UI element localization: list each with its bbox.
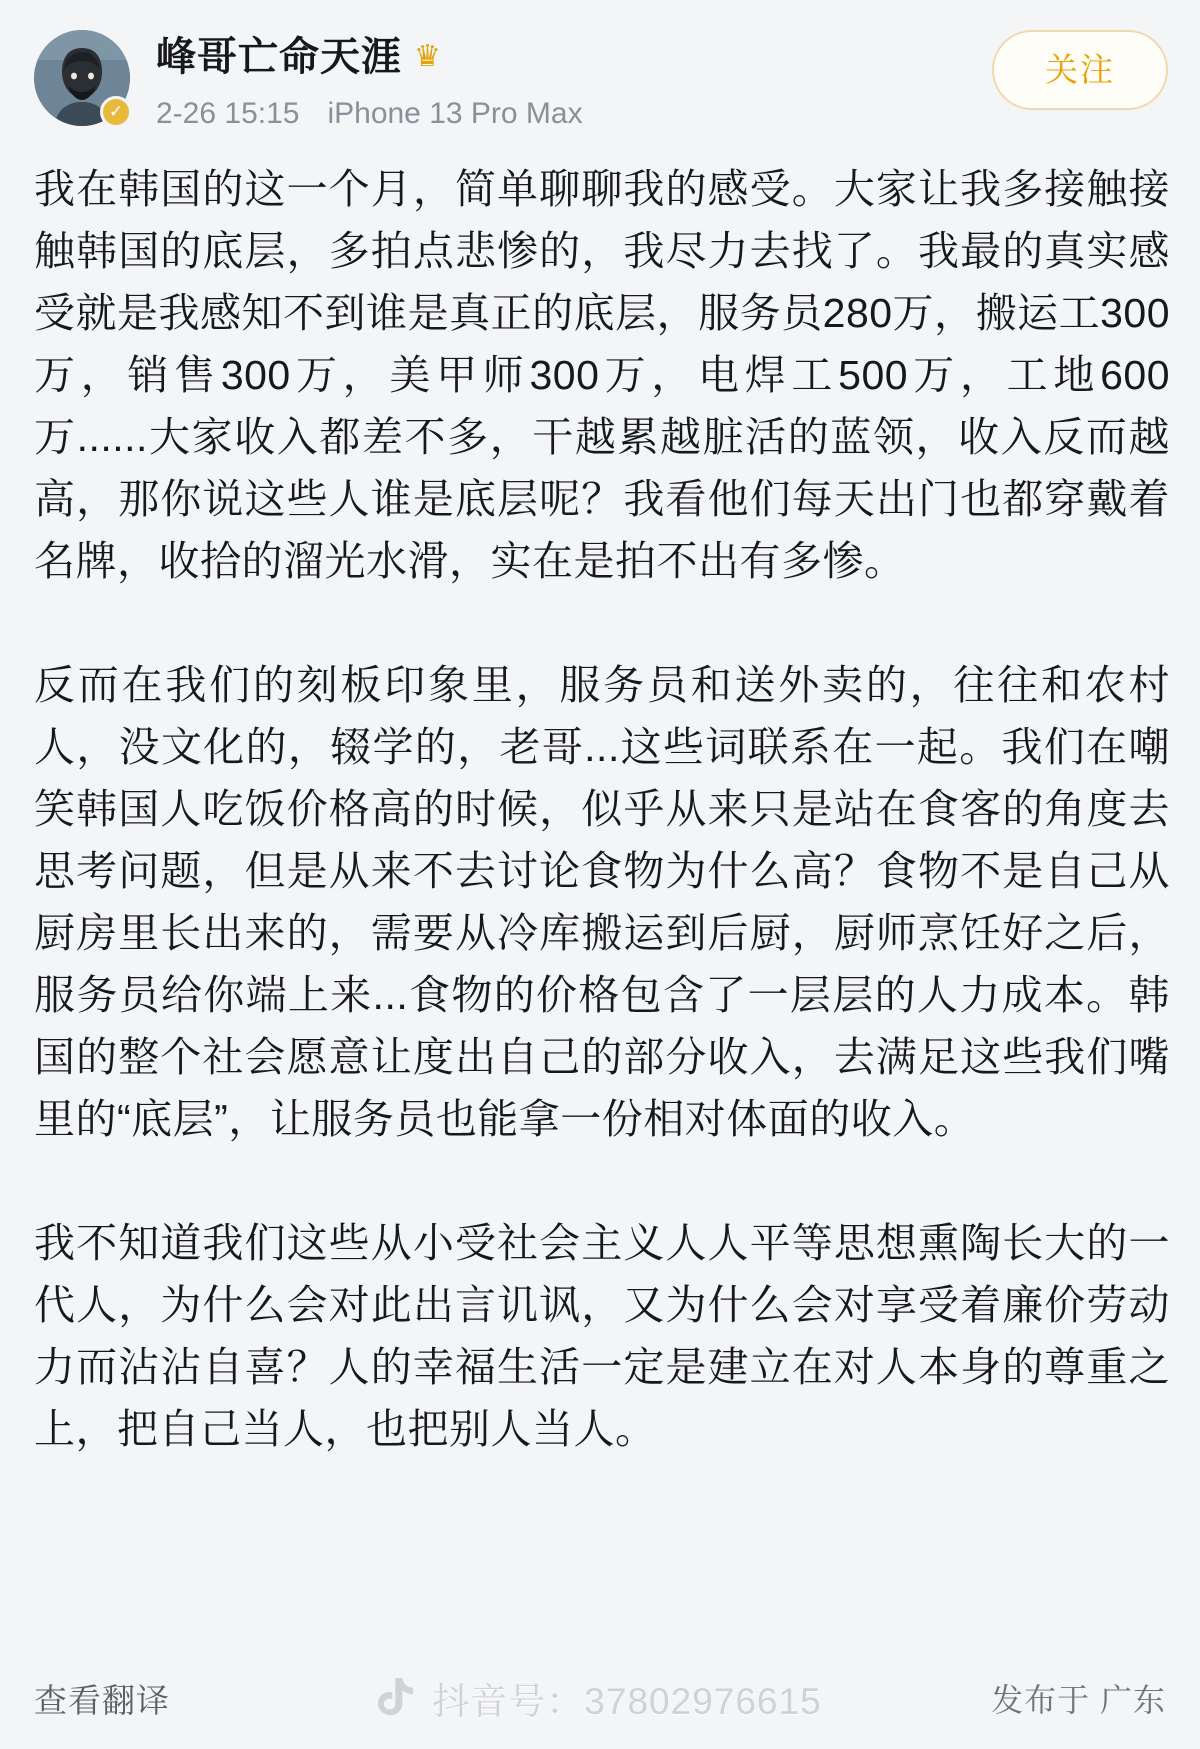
post-meta (156, 96, 583, 132)
post-footer (0, 1663, 1200, 1733)
post-timestamp: 2-26 15:15 (156, 97, 300, 130)
author-info (156, 26, 583, 132)
nickname-row (156, 32, 583, 82)
post-device: iPhone 13 Pro Max (327, 97, 583, 130)
follow-button[interactable]: 关注 (992, 30, 1168, 110)
author-nickname[interactable]: 峰哥亡命天涯 (156, 35, 402, 79)
avatar[interactable] (34, 30, 130, 126)
post-paragraph: 我不知道我们这些从小受社会主义人人平等思想熏陶长大的一代人，为什么会对此出言讥讽，又为什么会对享受着廉价劳动力而沾沾自喜？人的幸福生活一定是建立在对人本身的尊重之上，把自己当人，也把别人当人。 (34, 1220, 1170, 1452)
watermark-text: 抖音号：37802976615 (432, 1681, 822, 1722)
verified-check-icon: ✓ (100, 96, 132, 128)
douyin-note-icon (378, 1676, 418, 1720)
publish-location: 发布于 广东 (991, 1682, 1166, 1718)
crown-icon: ♛ (414, 40, 441, 73)
view-translation-button[interactable]: 查看翻译 (34, 1681, 170, 1719)
post-paragraph: 我在韩国的这一个月，简单聊聊我的感受。大家让我多接触接触韩国的底层，多拍点悲惨的，我尽力去找了。我最的真实感受就是我感知不到谁是真正的底层，服务员280万，搬运工300万，销售300万，美甲师300万，电焊工500万，工地600万......大家收入都差不多，干越累越脏活的蓝领，收入反而越高，那你说这些人谁是底层呢？我看他们每天出门也都穿戴着名牌，收拾的溜光水滑，实在是拍不出有多惨。 (34, 166, 1170, 584)
post-body (0, 150, 1200, 1460)
post-paragraph: 反而在我们的刻板印象里，服务员和送外卖的，往往和农村人，没文化的，辍学的，老哥...这些词联系在一起。我们在嘲笑韩国人吃饭价格高的时候，似乎从来只是站在食客的角度去思考问题，但是从来不去讨论食物为什么高？食物不是自己从厨房里长出来的，需要从冷库搬运到后厨，厨师烹饪好之后，服务员给你端上来...食物的价格包含了一层层的人力成本。韩国的整个社会愿意让度出自己的部分收入，去满足这些我们嘴里的“底层”，让服务员也能拿一份相对体面的收入。 (34, 662, 1170, 1142)
post-header (0, 0, 1200, 150)
